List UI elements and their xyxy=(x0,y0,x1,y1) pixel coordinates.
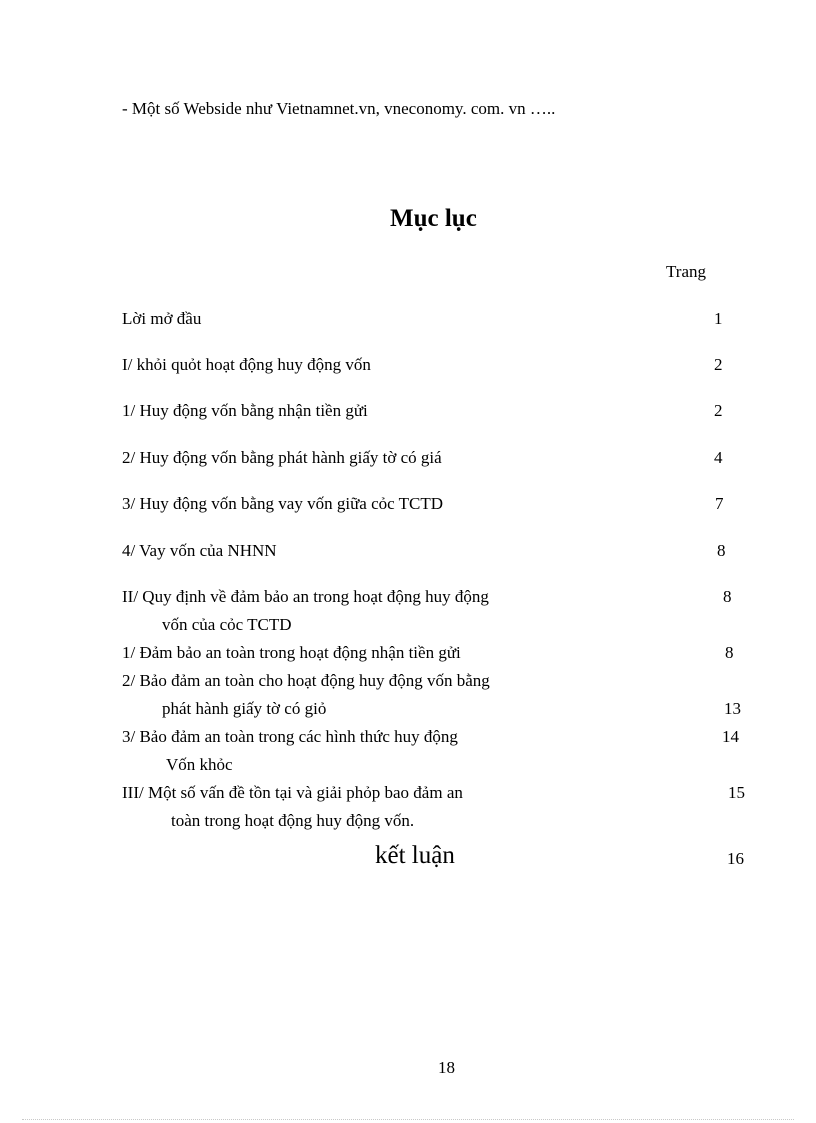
toc-entry-page: 16 xyxy=(727,849,744,868)
toc-entry-text: II/ Quy định về đảm bảo an trong hoạt động huy động xyxy=(122,587,489,606)
toc-entry-text-continued: phát hành giấy tờ có giỏ xyxy=(162,699,327,718)
toc-entry-text: I/ khỏi quỏt hoạt động huy động vốn xyxy=(122,355,371,374)
toc-entry-text-continued: toàn trong hoạt động huy động vốn. xyxy=(171,811,415,830)
toc-entry-text: 2/ Huy động vốn bằng phát hành giấy tờ có giá xyxy=(122,448,442,467)
toc-entry-text: 1/ Huy động vốn bằng nhận tiền gửi xyxy=(122,401,368,420)
toc-entry-text: 3/ Huy động vốn bằng vay vốn giữa cỏc TCTD xyxy=(122,494,443,513)
toc-entry-page: 14 xyxy=(722,727,739,746)
toc-entry-page: 2 xyxy=(714,401,723,420)
toc-entry-text: 3/ Bảo đảm an toàn trong các hình thức huy động xyxy=(122,727,458,746)
toc-entry-page: 7 xyxy=(715,494,724,513)
reference-line: - Một số Webside như Vietnamnet.vn, vneconomy. com. vn ….. xyxy=(122,99,556,118)
toc-entry-text-continued: Vốn khỏc xyxy=(166,755,233,774)
toc-entry-text: 1/ Đảm bảo an toàn trong hoạt động nhận tiền gửi xyxy=(122,643,461,662)
toc-title: Mục lục xyxy=(390,205,477,232)
toc-entry-text: Lời mở đầu xyxy=(122,309,202,328)
toc-entry-page: 8 xyxy=(717,541,726,560)
toc-entry-text: III/ Một số vấn đề tồn tại và giải phỏp bao đảm an xyxy=(122,783,463,802)
toc-entry-text: 2/ Bảo đảm an toàn cho hoạt động huy động vốn bằng xyxy=(122,671,490,690)
toc-page-column-header: Trang xyxy=(666,262,706,281)
page-bottom-rule xyxy=(22,1119,794,1120)
toc-entry-text-continued: vốn của cỏc TCTD xyxy=(162,615,292,634)
toc-entry-page: 1 xyxy=(714,309,723,328)
toc-entry-page: 2 xyxy=(714,355,723,374)
toc-entry-conclusion: kết luận xyxy=(375,842,455,869)
toc-entry-page: 13 xyxy=(724,699,741,718)
toc-entry-text: 4/ Vay vốn của NHNN xyxy=(122,541,277,560)
toc-entry-page: 15 xyxy=(728,783,745,802)
toc-entry-page: 8 xyxy=(725,643,734,662)
page-number: 18 xyxy=(438,1058,455,1077)
toc-entry-page: 8 xyxy=(723,587,732,606)
toc-entry-page: 4 xyxy=(714,448,723,467)
